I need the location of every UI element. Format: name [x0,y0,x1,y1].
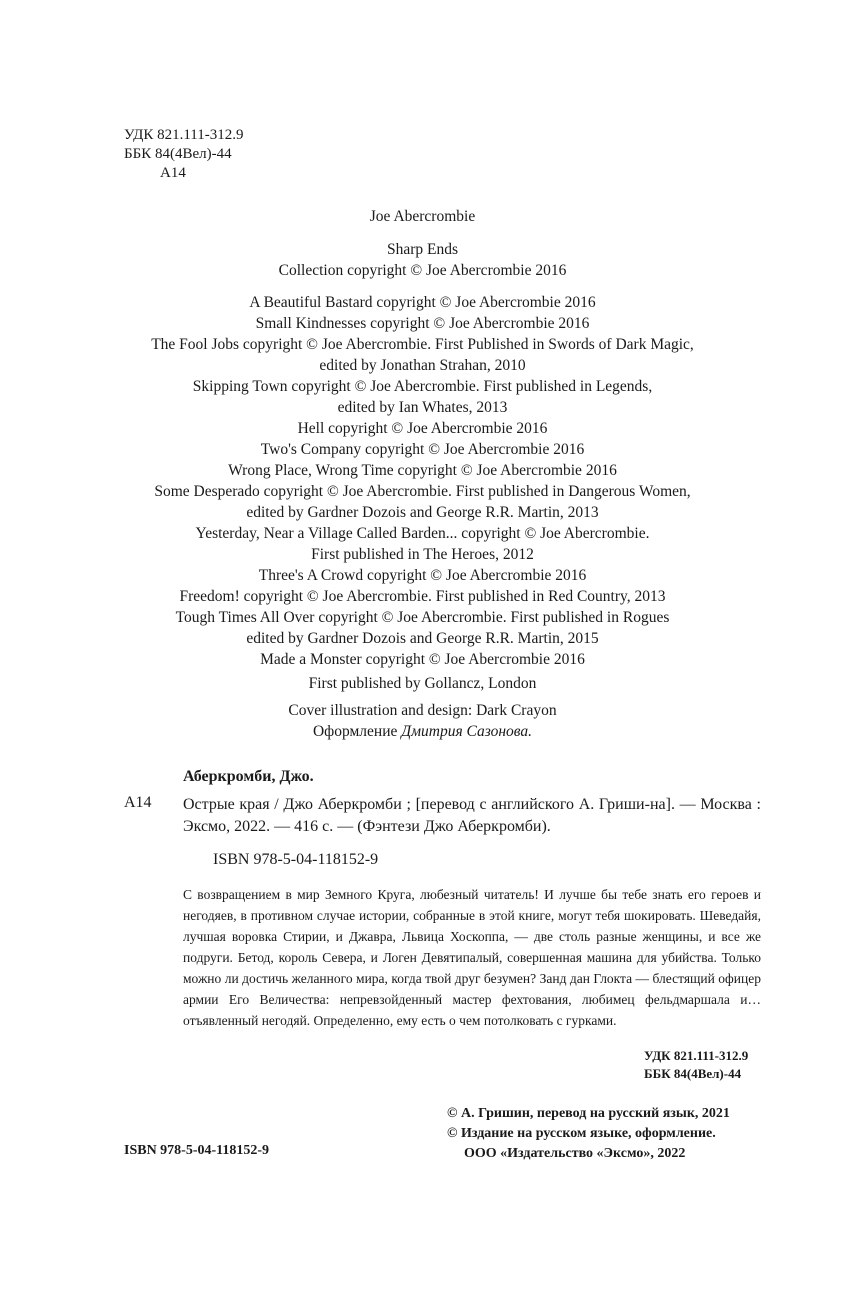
footer-bbk: ББК 84(4Вел)-44 [644,1066,742,1081]
catalog-code: А14 [124,794,152,811]
book-title-block [0,239,845,281]
story-credit-line: First published in The Heroes, 2012 [311,546,534,563]
copyright-edition: © Издание на русском языке, оформление. [447,1126,716,1141]
story-credit-line: Three's A Crowd copyright © Joe Abercrombie 2016 [258,567,587,584]
story-credit-line: edited by Ian Whates, 2013 [337,399,508,416]
story-credit-line: Small Kindnesses copyright © Joe Abercrombie 2016 [255,315,590,332]
copyright-translation: © А. Гришин, перевод на русский язык, 2021 [447,1106,730,1121]
footer-isbn: ISBN 978-5-04-118152-9 [124,1143,270,1158]
catalog-heading: Аберкромби, Джо. [183,768,314,785]
publisher-line: ООО «Издательство «Эксмо», 2022 [464,1146,686,1161]
story-credit-line: Made a Monster copyright © Joe Abercrombie 2016 [260,651,585,668]
story-credits-list [0,292,845,670]
story-credit-line: edited by Jonathan Strahan, 2010 [319,357,526,374]
catalog-isbn: ISBN 978-5-04-118152-9 [213,851,379,868]
author-name: Joe Abercrombie [369,208,476,225]
cover-credits [0,700,845,742]
story-credit-line: Freedom! copyright © Joe Abercrombie. First published in Red Country, 2013 [179,588,666,605]
collection-copyright: Collection copyright © Joe Abercrombie 2016 [278,262,567,279]
cover-illustration: Cover illustration and design: Dark Crayon [288,702,557,719]
story-credit-line: Hell copyright © Joe Abercrombie 2016 [297,420,548,437]
story-credit-line: The Fool Jobs copyright © Joe Abercrombie. First Published in Swords of Dark Magic, [151,336,694,353]
first-published: First published by Gollancz, London [308,675,537,692]
story-credit-line: Two's Company copyright © Joe Abercrombie 2016 [260,441,585,458]
story-credit-line: Yesterday, Near a Village Called Barden... copyright © Joe Abercrombie. [195,525,650,542]
designer-name: Дмитрия Сазонова. [401,723,533,740]
story-credit-line: Tough Times All Over copyright © Joe Abercrombie. First published in Rogues [175,609,670,626]
story-credit-line: A Beautiful Bastard copyright © Joe Abercrombie 2016 [249,294,596,311]
footer-udk: УДК 821.111-312.9 [644,1048,749,1063]
footer-classification [560,1047,760,1083]
story-credit-line: edited by Gardner Dozois and George R.R. Martin, 2013 [246,504,599,521]
author-mark: А14 [160,165,186,181]
story-credit-line: Skipping Town copyright © Joe Abercrombie. First published in Legends, [192,378,653,395]
design-credit: Оформление Дмитрия Сазонова. [312,723,533,740]
classification-block [124,126,243,183]
annotation-text: С возвращением в мир Земного Круга, любезный читатель! И лучше бы тебе знать его героев и негодяев, в противном случае истории, собранные в этой книге, могут тебя шокировать. Шеведайя, лучшая воровка Стирии, и Джавра, Львица Хоскоппа, — две столь разные женщины, и все же подруги. Бетод, король Севера, и Логен Девятипалый, совершенная машина для убийства. Только можно ли достичь желанного мира, когда твой друг безумен? Занд дан Глокта — блестящий офицер армии Его Величества: непревзойденный мастер фехтования, любимец фельдмаршала и… отъявленный негодяй. Определенно, ему есть о чем потолковать с гурками. [183,887,761,1028]
book-title: Sharp Ends [386,241,459,258]
story-credit-line: Some Desperado copyright © Joe Abercrombie. First published in Dangerous Women, [154,483,691,500]
catalog-description: Острые края / Джо Аберкромби ; [перевод с английского А. Гриши-на]. — Москва : Эксмо, 2022. — 416 с. — (Фэнтези Джо Аберкромби). [183,796,761,835]
copyright-block [447,1104,730,1164]
story-credit-line: Wrong Place, Wrong Time copyright © Joe Abercrombie 2016 [228,462,617,479]
story-credit-line: edited by Gardner Dozois and George R.R. Martin, 2015 [246,630,599,647]
bbk-code: ББК 84(4Вел)-44 [124,146,232,162]
udk-code: УДК 821.111-312.9 [124,127,244,143]
